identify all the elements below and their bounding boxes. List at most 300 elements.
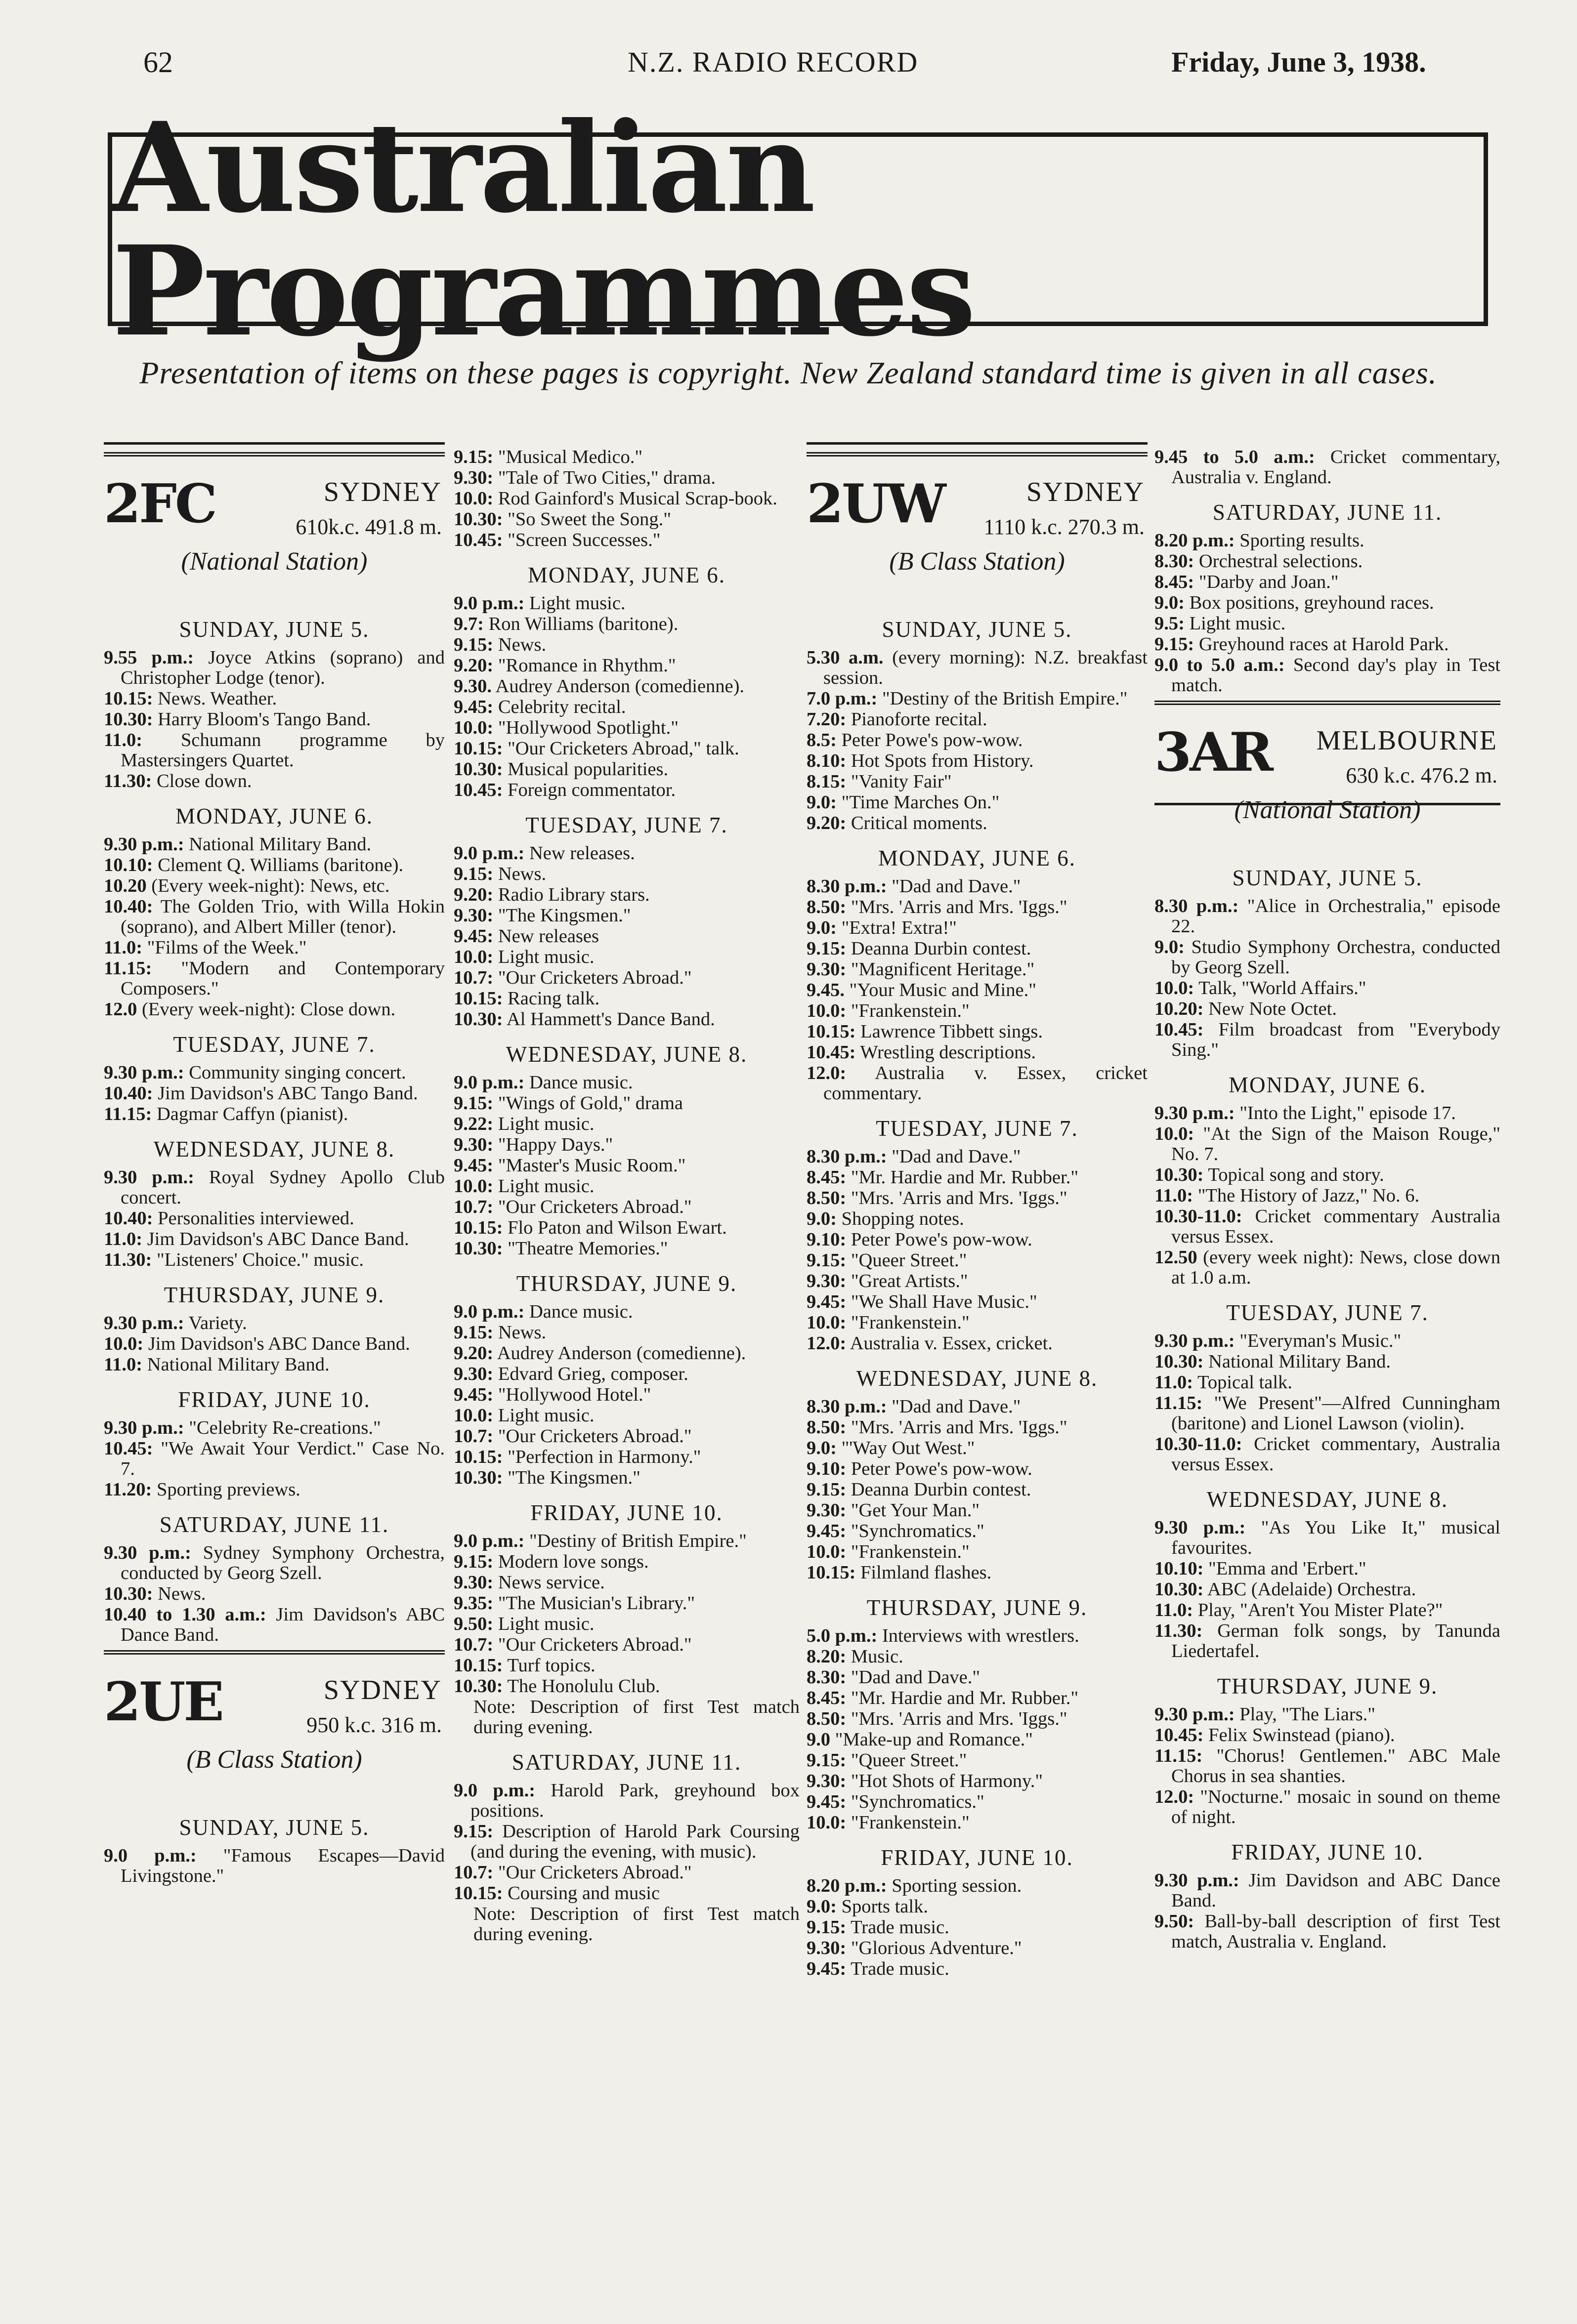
programme-title: Jim Davidson and ABC Dance Band. bbox=[1171, 1870, 1500, 1911]
programme-time: 10.0: bbox=[454, 717, 494, 738]
programme-time: 10.30: bbox=[454, 1009, 503, 1030]
programme-title: "Listeners' Choice." music. bbox=[156, 1249, 364, 1270]
programme-time: 8.30 p.m.: bbox=[807, 1396, 887, 1417]
programme-entry bbox=[454, 1883, 800, 1904]
programme-entry bbox=[454, 1614, 800, 1634]
programme-title: Sporting previews. bbox=[156, 1479, 300, 1500]
programme-title: Joyce Atkins (soprano) and Christopher Lodge (tenor). bbox=[121, 647, 445, 688]
programme-entry bbox=[807, 1271, 1148, 1291]
programme-title: "Theatre Memories." bbox=[508, 1238, 668, 1259]
programme-title: German folk songs, by Tanunda Liedertafel. bbox=[1171, 1620, 1500, 1661]
programme-title: Play, "Aren't You Mister Plate?" bbox=[1197, 1600, 1443, 1620]
programme-time: 9.22: bbox=[454, 1114, 494, 1134]
programme-time: 10.0: bbox=[454, 488, 494, 509]
programme-entry bbox=[807, 876, 1148, 897]
programme-entry bbox=[454, 447, 800, 467]
programme-time: 9.30: bbox=[454, 905, 494, 926]
programme-time: 9.30: bbox=[807, 1938, 847, 1958]
programme-title: Ball-by-ball description of first Test match, Australia v. England. bbox=[1171, 1911, 1500, 1952]
programme-title: "Modern and Contemporary Composers." bbox=[121, 958, 445, 999]
programme-entry bbox=[454, 1531, 800, 1551]
programme-title: The Golden Trio, with Willa Hokin (soprano), and Albert Miller (tenor). bbox=[121, 896, 445, 937]
station-frequency: 630 k.c. 476.2 m. bbox=[1346, 763, 1497, 788]
programme-entry bbox=[807, 751, 1148, 771]
programme-entry bbox=[1154, 937, 1500, 978]
programme-entry bbox=[104, 1480, 445, 1500]
station-header bbox=[1154, 701, 1500, 853]
programme-entry bbox=[454, 1073, 800, 1093]
programme-title: Pianoforte recital. bbox=[851, 709, 987, 730]
programme-title: "Hot Shots of Harmony." bbox=[851, 1771, 1043, 1791]
programme-title: "Our Cricketers Abroad." bbox=[498, 1426, 692, 1447]
programme-column-3 bbox=[807, 447, 1148, 1980]
day-heading: FRIDAY, JUNE 10. bbox=[1231, 1840, 1424, 1865]
station-frequency: 1110 k.c. 270.3 m. bbox=[983, 515, 1145, 539]
programme-time: 9.0 p.m.: bbox=[454, 843, 525, 864]
programme-title: "Our Cricketers Abroad," talk. bbox=[508, 738, 739, 759]
programme-title: (Every week-night): Close down. bbox=[142, 999, 396, 1020]
programme-time: 10.0: bbox=[104, 1333, 144, 1354]
programme-time: 11.30: bbox=[104, 771, 152, 791]
programme-time: 9.15: bbox=[807, 1917, 847, 1938]
programme-time: 11.30: bbox=[1154, 1620, 1203, 1641]
programme-entry bbox=[1154, 1434, 1500, 1475]
programme-time: 12.0 bbox=[104, 999, 137, 1020]
programme-title: "The Kingsmen." bbox=[508, 1467, 640, 1488]
programme-entry bbox=[454, 780, 800, 800]
programme-entry bbox=[454, 635, 800, 655]
station-call-sign: 2FC bbox=[104, 473, 215, 535]
programme-entry bbox=[104, 897, 445, 937]
programme-entry bbox=[1154, 1579, 1500, 1600]
programme-time: 9.45: bbox=[454, 1384, 494, 1405]
masthead bbox=[108, 95, 1488, 364]
programme-title: Shopping notes. bbox=[841, 1208, 964, 1229]
programme-entry bbox=[1154, 655, 1500, 696]
programme-time: 9.35: bbox=[454, 1593, 494, 1614]
programme-time: 9.30 p.m.: bbox=[1154, 1330, 1235, 1351]
programme-entry bbox=[1154, 634, 1500, 655]
programme-title: "Chorus! Gentlemen." ABC Male Chorus in sea shanties. bbox=[1171, 1745, 1500, 1786]
programme-entry bbox=[454, 1552, 800, 1572]
programme-title: Turf topics. bbox=[507, 1655, 596, 1676]
publication-name: N.Z. RADIO RECORD bbox=[628, 46, 919, 78]
programme-note: Note: Description of first Test match during evening. bbox=[473, 1904, 800, 1945]
programme-title: "Frankenstein." bbox=[851, 1312, 970, 1333]
programme-time: 8.20 p.m.: bbox=[1154, 530, 1235, 551]
programme-time: 10.40: bbox=[104, 1208, 153, 1229]
programme-title: Schumann programme by Mastersingers Quartet. bbox=[121, 730, 445, 771]
programme-title: Jim Davidson's ABC Dance Band. bbox=[147, 1229, 409, 1249]
programme-time: 10.40 to 1.30 a.m.: bbox=[104, 1604, 266, 1625]
programme-title: "Vanity Fair" bbox=[851, 771, 952, 792]
programme-title: "Into the Light," episode 17. bbox=[1239, 1103, 1456, 1123]
day-heading: TUESDAY, JUNE 7. bbox=[876, 1116, 1078, 1141]
programme-entry bbox=[454, 1573, 800, 1593]
programme-entry bbox=[104, 938, 445, 958]
programme-entry bbox=[454, 968, 800, 988]
programme-title: ABC (Adelaide) Orchestra. bbox=[1207, 1579, 1416, 1600]
programme-entry bbox=[1154, 1247, 1500, 1288]
programme-entry bbox=[454, 1156, 800, 1176]
programme-title: News service. bbox=[498, 1572, 605, 1593]
programme-time: 10.40: bbox=[104, 896, 153, 917]
programme-title: Topical talk. bbox=[1197, 1372, 1292, 1393]
programme-entry bbox=[454, 1385, 800, 1405]
programme-entry bbox=[807, 792, 1148, 813]
programme-title: "We Present"—Alfred Cunningham (baritone) and Lionel Lawson (violin). bbox=[1171, 1393, 1500, 1434]
programme-entry bbox=[807, 1438, 1148, 1458]
programme-title: Topical song and story. bbox=[1208, 1164, 1384, 1185]
programme-title: National Military Band. bbox=[147, 1354, 330, 1375]
programme-time: 9.45: bbox=[807, 1291, 847, 1312]
programme-time: 10.30-11.0: bbox=[1154, 1434, 1242, 1454]
programme-time: 10.30: bbox=[454, 1238, 503, 1259]
programme-title: Cricket commentary, Australia v. England. bbox=[1171, 447, 1500, 488]
programme-entry bbox=[454, 1676, 800, 1697]
programme-title: (every morning): N.Z. breakfast session. bbox=[823, 647, 1148, 688]
programme-entry bbox=[1154, 1725, 1500, 1745]
programme-entry bbox=[454, 1197, 800, 1217]
programme-entry bbox=[1154, 1186, 1500, 1206]
programme-time: 9.0 p.m.: bbox=[454, 1301, 525, 1322]
programme-title: Clement Q. Williams (baritone). bbox=[158, 855, 404, 875]
station-city: MELBOURNE bbox=[1316, 725, 1497, 756]
programme-time: 10.30: bbox=[454, 759, 503, 780]
programme-title: "Happy Days." bbox=[498, 1134, 613, 1155]
programme-title: Peter Powe's pow-wow. bbox=[851, 1458, 1032, 1479]
programme-time: 10.0: bbox=[807, 1000, 847, 1021]
programme-entry bbox=[1154, 1352, 1500, 1372]
programme-time: 9.30 p.m.: bbox=[104, 1542, 191, 1563]
programme-entry bbox=[454, 1781, 800, 1821]
programme-title: "Musical Medico." bbox=[498, 447, 643, 467]
programme-time: 12.0: bbox=[807, 1063, 847, 1083]
programme-title: National Military Band. bbox=[1208, 1351, 1391, 1372]
programme-title: Foreign commentator. bbox=[508, 780, 676, 800]
programme-time: 10.15: bbox=[104, 688, 153, 709]
programme-entry bbox=[807, 1709, 1148, 1729]
programme-time: 9.0: bbox=[807, 1896, 837, 1917]
programme-title: News. bbox=[158, 1583, 206, 1604]
programme-time: 10.7: bbox=[454, 1634, 494, 1655]
programme-entry bbox=[807, 730, 1148, 750]
programme-title: Australia v. Essex, cricket commentary. bbox=[823, 1063, 1148, 1104]
station-header bbox=[807, 452, 1148, 605]
day-heading: THURSDAY, JUNE 9. bbox=[866, 1595, 1088, 1620]
programme-time: 9.0 p.m.: bbox=[454, 593, 525, 614]
programme-title: News. Weather. bbox=[158, 688, 277, 709]
programme-time: 9.45 to 5.0 a.m.: bbox=[1154, 447, 1315, 467]
programme-title: "'Way Out West." bbox=[841, 1438, 975, 1458]
programme-time: 9.30: bbox=[454, 467, 494, 488]
programme-title: Trade music. bbox=[851, 1958, 949, 1979]
programme-time: 11.15: bbox=[104, 1104, 152, 1124]
programme-time: 9.0: bbox=[807, 1438, 837, 1458]
programme-time: 9.30: bbox=[807, 1500, 847, 1521]
programme-title: Music. bbox=[851, 1646, 903, 1667]
programme-title: "Our Cricketers Abroad." bbox=[498, 1862, 692, 1883]
day-heading: SATURDAY, JUNE 11. bbox=[511, 1750, 742, 1775]
day-heading: MONDAY, JUNE 6. bbox=[878, 846, 1076, 871]
programme-time: 10.45: bbox=[1154, 1019, 1204, 1040]
programme-time: 12.0: bbox=[1154, 1786, 1194, 1807]
programme-entry bbox=[807, 689, 1148, 709]
programme-time: 10.20 bbox=[104, 875, 147, 896]
day-heading: FRIDAY, JUNE 10. bbox=[530, 1500, 723, 1525]
programme-entry bbox=[104, 730, 445, 771]
programme-title: "The History of Jazz," No. 6. bbox=[1197, 1185, 1420, 1206]
programme-title: Edvard Grieg, composer. bbox=[498, 1364, 688, 1384]
programme-entry bbox=[807, 1876, 1148, 1896]
programme-time: 8.10: bbox=[807, 750, 847, 771]
programme-entry bbox=[104, 1355, 445, 1375]
programme-time: 10.15: bbox=[807, 1562, 856, 1583]
programme-title: Cricket commentary, Australia versus Essex. bbox=[1171, 1434, 1500, 1475]
programme-title: Lawrence Tibbett sings. bbox=[860, 1021, 1043, 1042]
programme-entry bbox=[454, 1635, 800, 1655]
programme-title: "Queer Street." bbox=[851, 1750, 967, 1771]
programme-title: Interviews with wrestlers. bbox=[882, 1625, 1079, 1646]
programme-entry bbox=[807, 1459, 1148, 1479]
programme-entry bbox=[104, 1104, 445, 1124]
programme-title: "Get Your Man." bbox=[851, 1500, 980, 1521]
programme-entry bbox=[104, 1439, 445, 1479]
programme-time: 8.30 p.m.: bbox=[807, 876, 887, 897]
programme-entry bbox=[807, 648, 1148, 688]
programme-entry bbox=[104, 1584, 445, 1604]
programme-time: 8.30: bbox=[807, 1667, 847, 1688]
programme-entry bbox=[454, 1364, 800, 1384]
programme-entry bbox=[454, 1218, 800, 1238]
programme-time: 8.30 p.m.: bbox=[807, 1146, 887, 1167]
programme-entry bbox=[454, 656, 800, 676]
programme-entry bbox=[807, 709, 1148, 730]
programme-title: Harry Bloom's Tango Band. bbox=[158, 709, 371, 730]
programme-title: Peter Powe's pow-wow. bbox=[851, 1229, 1032, 1250]
programme-title: Sporting results. bbox=[1239, 530, 1364, 551]
programme-entry bbox=[104, 1063, 445, 1083]
programme-title: Royal Sydney Apollo Club concert. bbox=[121, 1167, 445, 1208]
programme-time: 9.15: bbox=[454, 1821, 494, 1842]
programme-time: 9.15: bbox=[807, 1250, 847, 1271]
programme-entry bbox=[454, 989, 800, 1009]
programme-time: 10.45: bbox=[454, 780, 503, 800]
programme-title: Sydney Symphony Orchestra, conducted by Georg Szell. bbox=[121, 1542, 445, 1583]
programme-entry bbox=[1154, 1870, 1500, 1911]
programme-title: Greyhound races at Harold Park. bbox=[1198, 634, 1449, 655]
programme-time: 9.50: bbox=[454, 1614, 494, 1634]
programme-time: 9.0 bbox=[807, 1729, 831, 1750]
programme-entry bbox=[454, 509, 800, 530]
day-heading: SATURDAY, JUNE 11. bbox=[1212, 500, 1443, 525]
day-heading: SUNDAY, JUNE 5. bbox=[1232, 866, 1423, 890]
day-heading: MONDAY, JUNE 6. bbox=[175, 804, 374, 829]
programme-time: 8.45: bbox=[807, 1688, 847, 1708]
programme-entry bbox=[454, 614, 800, 634]
programme-title: "Mr. Hardie and Mr. Rubber." bbox=[851, 1688, 1079, 1708]
programme-time: 10.30: bbox=[1154, 1579, 1204, 1600]
programme-title: "Emma and 'Erbert." bbox=[1208, 1558, 1366, 1579]
programme-entry bbox=[807, 1792, 1148, 1812]
programme-title: "Frankenstein." bbox=[851, 1812, 970, 1833]
programme-entry bbox=[454, 1176, 800, 1197]
day-heading: THURSDAY, JUNE 9. bbox=[1217, 1674, 1438, 1699]
programme-entry bbox=[454, 1239, 800, 1259]
programme-title: "Famous Escapes—David Livingstone." bbox=[121, 1845, 445, 1886]
programme-time: 10.0: bbox=[454, 947, 494, 967]
programme-title: Cricket commentary Australia versus Essex. bbox=[1171, 1206, 1500, 1247]
programme-title: Hot Spots from History. bbox=[851, 750, 1034, 771]
programme-time: 11.15: bbox=[1154, 1393, 1203, 1413]
programme-time: 10.0: bbox=[807, 1541, 847, 1562]
programme-entry bbox=[104, 1418, 445, 1438]
programme-title: New releases. bbox=[529, 843, 635, 864]
programme-entry bbox=[807, 1897, 1148, 1917]
day-heading: WEDNESDAY, JUNE 8. bbox=[506, 1042, 748, 1067]
programme-title: Coursing and music bbox=[508, 1883, 660, 1904]
programme-time: 9.30: bbox=[454, 1572, 494, 1593]
programme-title: Al Hammett's Dance Band. bbox=[506, 1009, 715, 1030]
programme-time: 10.45: bbox=[104, 1438, 153, 1459]
column-rule bbox=[104, 442, 445, 445]
programme-entry bbox=[454, 843, 800, 864]
programme-entry bbox=[807, 1521, 1148, 1541]
programme-title: "Mrs. 'Arris and Mrs. 'Iggs." bbox=[851, 1417, 1067, 1438]
programme-entry bbox=[1154, 896, 1500, 937]
programme-time: 9.30 p.m.: bbox=[1154, 1517, 1246, 1538]
programme-title: "Frankenstein." bbox=[851, 1000, 970, 1021]
programme-time: 9.15: bbox=[807, 938, 847, 959]
programme-time: 10.7: bbox=[454, 1426, 494, 1447]
programme-entry bbox=[807, 1750, 1148, 1771]
programme-title: Peter Powe's pow-wow. bbox=[841, 730, 1023, 750]
day-heading: SATURDAY, JUNE 11. bbox=[159, 1512, 389, 1537]
programme-entry bbox=[1154, 1621, 1500, 1661]
programme-entry bbox=[807, 1771, 1148, 1791]
programme-title: Box positions, greyhound races. bbox=[1189, 592, 1434, 613]
station-frequency: 950 k.c. 316 m. bbox=[306, 1713, 442, 1737]
programme-time: 10.30: bbox=[104, 1583, 153, 1604]
programme-time: 11.0: bbox=[1154, 1372, 1193, 1393]
programme-entry bbox=[104, 834, 445, 855]
programme-time: 10.30: bbox=[454, 1467, 503, 1488]
day-heading: THURSDAY, JUNE 9. bbox=[164, 1283, 385, 1307]
programme-title: "Destiny of the British Empire." bbox=[882, 688, 1128, 709]
programme-note: Note: Description of first Test match during evening. bbox=[473, 1697, 800, 1738]
programme-title: "Make-up and Romance." bbox=[835, 1729, 1033, 1750]
programme-time: 10.30: bbox=[454, 509, 503, 530]
programme-entry bbox=[807, 1333, 1148, 1354]
programme-column-1 bbox=[104, 447, 445, 1887]
programme-column-4 bbox=[1154, 447, 1500, 1952]
station-class: (B Class Station) bbox=[186, 1745, 362, 1774]
programme-entry bbox=[1154, 1559, 1500, 1579]
programme-entry bbox=[1154, 531, 1500, 551]
programme-entry bbox=[104, 648, 445, 688]
day-heading: FRIDAY, JUNE 10. bbox=[881, 1845, 1073, 1870]
programme-title: Wrestling descriptions. bbox=[860, 1042, 1036, 1063]
programme-title: "Mrs. 'Arris and Mrs. 'Iggs." bbox=[851, 1708, 1067, 1729]
programme-time: 10.20: bbox=[1154, 998, 1204, 1019]
programme-entry bbox=[807, 1647, 1148, 1667]
programme-title: Variety. bbox=[188, 1313, 247, 1333]
programme-time: 9.20: bbox=[807, 813, 847, 833]
programme-entry bbox=[454, 1093, 800, 1114]
programme-entry bbox=[104, 1543, 445, 1583]
programme-title: Film broadcast from "Everybody Sing." bbox=[1171, 1019, 1500, 1060]
programme-time: 11.0: bbox=[104, 730, 143, 750]
programme-title: New releases bbox=[498, 926, 599, 947]
programme-time: 9.30 p.m.: bbox=[104, 1417, 184, 1438]
programme-title: "Celebrity Re-creations." bbox=[189, 1417, 381, 1438]
programme-title: "Synchromatics." bbox=[851, 1521, 984, 1541]
column-rule bbox=[807, 442, 1148, 445]
programme-entry bbox=[454, 1468, 800, 1488]
programme-entry bbox=[1154, 593, 1500, 613]
programme-time: 8.50: bbox=[807, 897, 847, 917]
programme-time: 9.0: bbox=[807, 1208, 837, 1229]
programme-time: 10.45: bbox=[454, 530, 503, 550]
programme-title: Light music. bbox=[498, 1614, 595, 1634]
programme-time: 9.30: bbox=[454, 1364, 494, 1384]
programme-time: 10.45: bbox=[1154, 1725, 1204, 1745]
programme-entry bbox=[807, 1188, 1148, 1208]
programme-title: Community singing concert. bbox=[189, 1062, 406, 1083]
programme-time: 9.15: bbox=[454, 1322, 494, 1343]
programme-title: New Note Octet. bbox=[1208, 998, 1337, 1019]
programme-entry bbox=[807, 1813, 1148, 1833]
programme-entry bbox=[1154, 1393, 1500, 1434]
programme-time: 8.30: bbox=[1154, 551, 1194, 572]
programme-time: 10.0: bbox=[807, 1812, 847, 1833]
station-city: SYDNEY bbox=[323, 1675, 442, 1705]
programme-time: 9.30 p.m.: bbox=[104, 1313, 184, 1333]
programme-time: 9.10: bbox=[807, 1229, 847, 1250]
programme-time: 9.5: bbox=[1154, 613, 1185, 634]
programme-entry bbox=[807, 1167, 1148, 1188]
station-class: (B Class Station) bbox=[889, 547, 1065, 576]
programme-time: 9.45: bbox=[807, 1958, 847, 1979]
programme-entry bbox=[104, 958, 445, 999]
day-heading: SUNDAY, JUNE 5. bbox=[179, 1815, 370, 1840]
programme-entry bbox=[1154, 1518, 1500, 1558]
programme-title: "Your Music and Mine." bbox=[849, 980, 1036, 1000]
programme-entry bbox=[807, 918, 1148, 938]
programme-entry bbox=[1154, 614, 1500, 634]
station-call-sign: 2UW bbox=[807, 473, 944, 535]
programme-entry bbox=[454, 739, 800, 759]
programme-time: 8.20: bbox=[807, 1646, 847, 1667]
programme-time: 9.45: bbox=[454, 926, 494, 947]
programme-entry bbox=[454, 1114, 800, 1134]
programme-entry bbox=[807, 1917, 1148, 1938]
programme-time: 11.0: bbox=[104, 1229, 143, 1249]
programme-title: Harold Park, greyhound box positions. bbox=[470, 1780, 800, 1821]
programme-title: "We Shall Have Music." bbox=[851, 1291, 1037, 1312]
programme-title: "Time Marches On." bbox=[841, 792, 1000, 813]
programme-time: 8.50: bbox=[807, 1708, 847, 1729]
station-class: (National Station) bbox=[181, 547, 368, 576]
programme-entry bbox=[454, 926, 800, 947]
programme-column-2 bbox=[454, 447, 800, 1945]
programme-title: "Master's Music Room." bbox=[498, 1155, 686, 1176]
programme-entry bbox=[1154, 1124, 1500, 1164]
programme-time: 10.15: bbox=[454, 1217, 503, 1238]
programme-time: 10.30: bbox=[104, 709, 153, 730]
programme-entry bbox=[807, 1313, 1148, 1333]
programme-time: 10.0: bbox=[454, 1176, 494, 1197]
